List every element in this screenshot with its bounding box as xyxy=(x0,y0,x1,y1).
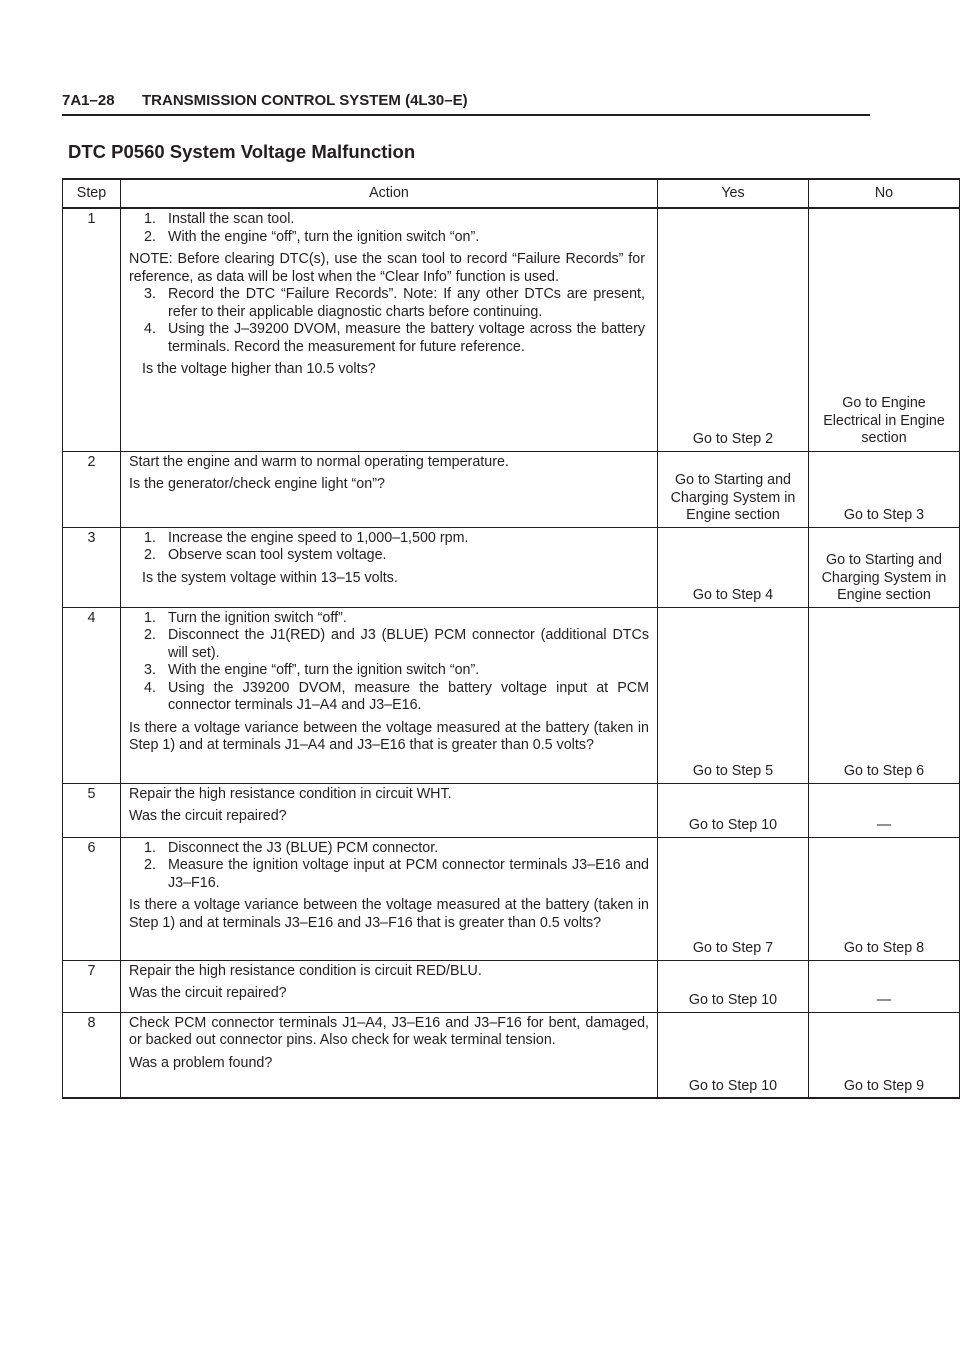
header-yes: Yes xyxy=(658,179,809,208)
step-instructions xyxy=(129,286,645,356)
page-title: DTC P0560 System Voltage Malfunction xyxy=(68,141,416,162)
step-question: Was the circuit repaired? xyxy=(129,808,287,824)
list-item: Using the J39200 DVOM, measure the battery voltage input at PCM connector terminals J1–A4 and J3–E16. xyxy=(168,679,649,713)
header-step: Step xyxy=(63,179,121,208)
list-item: Turn the ignition switch “off”. xyxy=(168,609,347,626)
action-text: Repair the high resistance condition is circuit RED/BLU. xyxy=(129,962,482,979)
list-item: With the engine “off”, turn the ignition switch “on”. xyxy=(168,228,480,245)
step-question: Is the generator/check engine light “on”? xyxy=(129,476,385,492)
no-result: — xyxy=(809,960,960,1012)
list-item: Install the scan tool. xyxy=(168,211,295,227)
page-header xyxy=(62,88,870,116)
action-text: Check PCM connector terminals J1–A4, J3–E16 and J3–F16 for bent, damaged, or backed out connector pins. Also check for weak terminal tension. xyxy=(129,1014,649,1048)
step-action xyxy=(121,451,658,527)
step-number: 6 xyxy=(63,837,121,960)
no-result: — xyxy=(809,783,960,837)
list-item: Record the DTC “Failure Records”. Note: If any other DTCs are present, refer to their applicable diagnostic charts before continuing. xyxy=(168,286,645,320)
step-action xyxy=(121,607,658,783)
step-action xyxy=(121,527,658,607)
no-result: Go to Step 6 xyxy=(809,607,960,783)
step-action xyxy=(121,837,658,960)
step-instructions xyxy=(129,530,649,565)
step-instructions xyxy=(129,211,645,246)
yes-result: Go to Step 7 xyxy=(658,837,809,960)
page-number: 7A1–28 xyxy=(62,92,115,109)
step-action xyxy=(121,1012,658,1098)
list-item: Disconnect the J3 (BLUE) PCM connector. xyxy=(168,839,439,856)
list-item: Observe scan tool system voltage. xyxy=(168,547,387,563)
step-action xyxy=(121,208,658,451)
table-row xyxy=(63,451,960,527)
step-number: 8 xyxy=(63,1012,121,1098)
step-number: 3 xyxy=(63,527,121,607)
list-item: Disconnect the J1(RED) and J3 (BLUE) PCM connector (additional DTCs will set). xyxy=(168,627,649,661)
table-row xyxy=(63,783,960,837)
header-no: No xyxy=(809,179,960,208)
table-row xyxy=(63,1012,960,1098)
header-action: Action xyxy=(121,179,658,208)
list-item: Using the J–39200 DVOM, measure the battery voltage across the battery terminals. Record the measurement for future reference. xyxy=(168,321,645,355)
yes-result: Go to Step 4 xyxy=(658,527,809,607)
step-question: Is there a voltage variance between the voltage measured at the battery (taken in Step 1) and at terminals J1–A4 and J3–E16 that is greater than 0.5 volts? xyxy=(129,719,649,753)
list-item: Increase the engine speed to 1,000–1,500 rpm. xyxy=(168,529,469,546)
table-row xyxy=(63,527,960,607)
diagnostic-table xyxy=(62,178,960,1099)
table-header-row xyxy=(63,179,960,208)
step-number: 7 xyxy=(63,960,121,1012)
step-number: 2 xyxy=(63,451,121,527)
no-result: Go to Step 9 xyxy=(809,1012,960,1098)
step-action xyxy=(121,783,658,837)
step-number: 5 xyxy=(63,783,121,837)
step-number: 1 xyxy=(63,208,121,451)
table-row xyxy=(63,208,960,451)
yes-result: Go to Step 2 xyxy=(658,208,809,451)
yes-result: Go to Starting and Charging System in Engine section xyxy=(658,451,809,527)
step-question: Was a problem found? xyxy=(129,1054,273,1071)
step-question: Is the system voltage within 13–15 volts. xyxy=(142,569,398,586)
step-number: 4 xyxy=(63,607,121,783)
no-result: Go to Engine Electrical in Engine section xyxy=(809,208,960,451)
section-title: TRANSMISSION CONTROL SYSTEM (4L30–E) xyxy=(142,92,468,109)
step-question: Was the circuit repaired? xyxy=(129,985,287,1001)
table-row xyxy=(63,960,960,1012)
note-text: NOTE: Before clearing DTC(s), use the scan tool to record “Failure Records” for reference, as data will be lost when the “Clear Info” function is used. xyxy=(129,251,645,285)
step-question: Is there a voltage variance between the voltage measured at the battery (taken in Step 1) and at terminals J3–E16 and J3–F16 that is greater than 0.5 volts? xyxy=(129,897,649,931)
yes-result: Go to Step 5 xyxy=(658,607,809,783)
step-instructions xyxy=(129,610,649,715)
action-text: Repair the high resistance condition in circuit WHT. xyxy=(129,785,452,802)
step-instructions xyxy=(129,840,649,893)
no-result: Go to Starting and Charging System in Engine section xyxy=(809,527,960,607)
step-action xyxy=(121,960,658,1012)
list-item: With the engine “off”, turn the ignition switch “on”. xyxy=(168,662,480,678)
no-result: Go to Step 3 xyxy=(809,451,960,527)
table-row xyxy=(63,837,960,960)
list-item: Measure the ignition voltage input at PCM connector terminals J3–E16 and J3–F16. xyxy=(168,857,649,891)
yes-result: Go to Step 10 xyxy=(658,960,809,1012)
step-question: Is the voltage higher than 10.5 volts? xyxy=(142,361,376,377)
yes-result: Go to Step 10 xyxy=(658,1012,809,1098)
no-result: Go to Step 8 xyxy=(809,837,960,960)
yes-result: Go to Step 10 xyxy=(658,783,809,837)
action-text: Start the engine and warm to normal operating temperature. xyxy=(129,453,509,470)
table-row xyxy=(63,607,960,783)
